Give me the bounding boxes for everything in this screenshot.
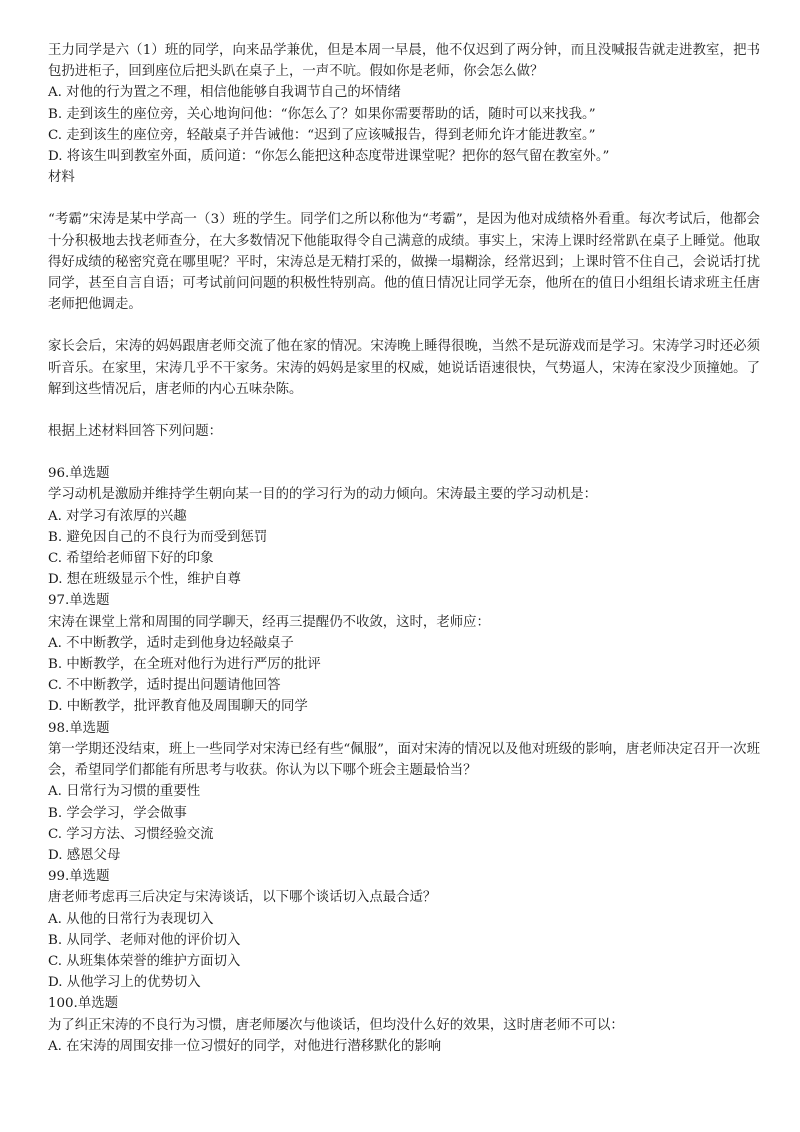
question-100-head: 100.单选题 xyxy=(48,996,118,1012)
material-paragraph-2: 家长会后，宋涛的妈妈跟唐老师交流了他在家的情况。宋涛晚上睡得很晚，当然不是玩游戏而是学习。宋涛学习时还必须听音乐。在家里，宋涛几乎不干家务。宋涛的妈妈是家里的权威，她说话语速很快，气势逼人，宋涛在家没少顶撞她。了解到这些情况后，唐老师的内心五味杂陈。 xyxy=(48,339,760,397)
question-98-head: 98.单选题 xyxy=(48,720,110,736)
intro-option-d: D. 将该生叫到教室外面，质问道：“你怎么能把这种态度带进课堂呢？把你的怒气留在教室外。” xyxy=(48,149,610,165)
question-100-option-a: A. 在宋涛的周围安排一位习惯好的同学，对他进行潜移默化的影响 xyxy=(48,1038,442,1054)
question-96-option-c: C. 希望给老师留下好的印象 xyxy=(48,551,214,567)
question-97-stem: 宋涛在课堂上常和周围的同学聊天，经再三提醒仍不收敛，这时，老师应： xyxy=(48,614,490,630)
question-99-option-d: D. 从他学习上的优势切入 xyxy=(48,975,201,991)
question-100-stem: 为了纠正宋涛的不良行为习惯，唐老师屡次与他谈话，但均没什么好的效果，这时唐老师不可以： xyxy=(48,1017,624,1033)
question-96-option-b: B. 避免因自己的不良行为而受到惩罚 xyxy=(48,529,268,545)
question-96-option-a: A. 对学习有浓厚的兴趣 xyxy=(48,508,187,524)
question-97-head: 97.单选题 xyxy=(48,593,110,609)
question-97-option-a: A. 不中断教学，适时走到他身边轻敲桌子 xyxy=(48,635,294,651)
question-99-option-c: C. 从班集体荣誉的维护方面切入 xyxy=(48,953,241,969)
question-99-head: 99.单选题 xyxy=(48,869,110,885)
question-97-option-c: C. 不中断教学，适时提出问题请他回答 xyxy=(48,678,281,694)
document-page xyxy=(48,40,760,1057)
question-97-option-b: B. 中断教学，在全班对他行为进行严厉的批评 xyxy=(48,657,321,673)
question-99-stem: 唐老师考虑再三后决定与宋涛谈话，以下哪个谈话切入点最合适？ xyxy=(48,890,437,906)
intro-option-b: B. 走到该生的座位旁，关心地询问他：“你怎么了？如果你需要帮助的话，随时可以来找我。” xyxy=(48,106,596,122)
question-98-option-a: A. 日常行为习惯的重要性 xyxy=(48,784,201,800)
question-98-option-b: B. 学会学习，学会做事 xyxy=(48,805,187,821)
intro-option-a: A. 对他的行为置之不理，相信他能够自我调节自己的坏情绪 xyxy=(48,85,401,101)
material-paragraph-1: “考霸”宋涛是某中学高一（3）班的学生。同学们之所以称他为“考霸”，是因为他对成绩格外看重。每次考试后，他都会十分积极地去找老师查分，在大多数情况下他能取得令自己满意的成绩。事实上，宋涛上课时经常趴在桌子上睡觉。他取得好成绩的秘密究竟在哪里呢？平时，宋涛总是无精打采的，做操一塌糊涂，经常迟到；上课时管不住自己，会说话打扰同学，甚至自言自语；可考试前问问题的积极性特别高。他的值日情况让同学无奈，他所在的值日小组组长请求班主任唐老师把他调走。 xyxy=(48,212,760,313)
question-96-head: 96.单选题 xyxy=(48,466,110,482)
question-99-option-a: A. 从他的日常行为表现切入 xyxy=(48,911,214,927)
question-98-option-c: C. 学习方法、习惯经验交流 xyxy=(48,826,214,842)
material-label: 材料 xyxy=(48,170,75,186)
question-98-option-d: D. 感恩父母 xyxy=(48,847,121,863)
intro-question-stem: 王力同学是六（1）班的同学，向来品学兼优，但是本周一早晨，他不仅迟到了两分钟，而且没喊报告就走进教室，把书包扔进柜子，回到座位后把头趴在桌子上，一声不吭。假如你是老师，你会怎么做？ xyxy=(48,43,760,80)
question-99-option-b: B. 从同学、老师对他的评价切入 xyxy=(48,932,241,948)
question-96-option-d: D. 想在班级显示个性，维护自尊 xyxy=(48,572,241,588)
question-96-stem: 学习动机是激励并维持学生朝向某一目的的学习行为的动力倾向。宋涛最主要的学习动机是： xyxy=(48,487,598,503)
intro-option-c: C. 走到该生的座位旁，轻敲桌子并告诫他：“迟到了应该喊报告，得到老师允许才能进教室。” xyxy=(48,127,596,143)
instruction-text: 根据上述材料回答下列问题： xyxy=(48,424,223,440)
question-98-stem: 第一学期还没结束，班上一些同学对宋涛已经有些“佩服”，面对宋涛的情况以及他对班级的影响，唐老师决定召开一次班会，希望同学们都能有所思考与收获。你认为以下哪个班会主题最恰当？ xyxy=(48,741,760,779)
question-97-option-d: D. 中断教学，批评教育他及周围聊天的同学 xyxy=(48,699,308,715)
